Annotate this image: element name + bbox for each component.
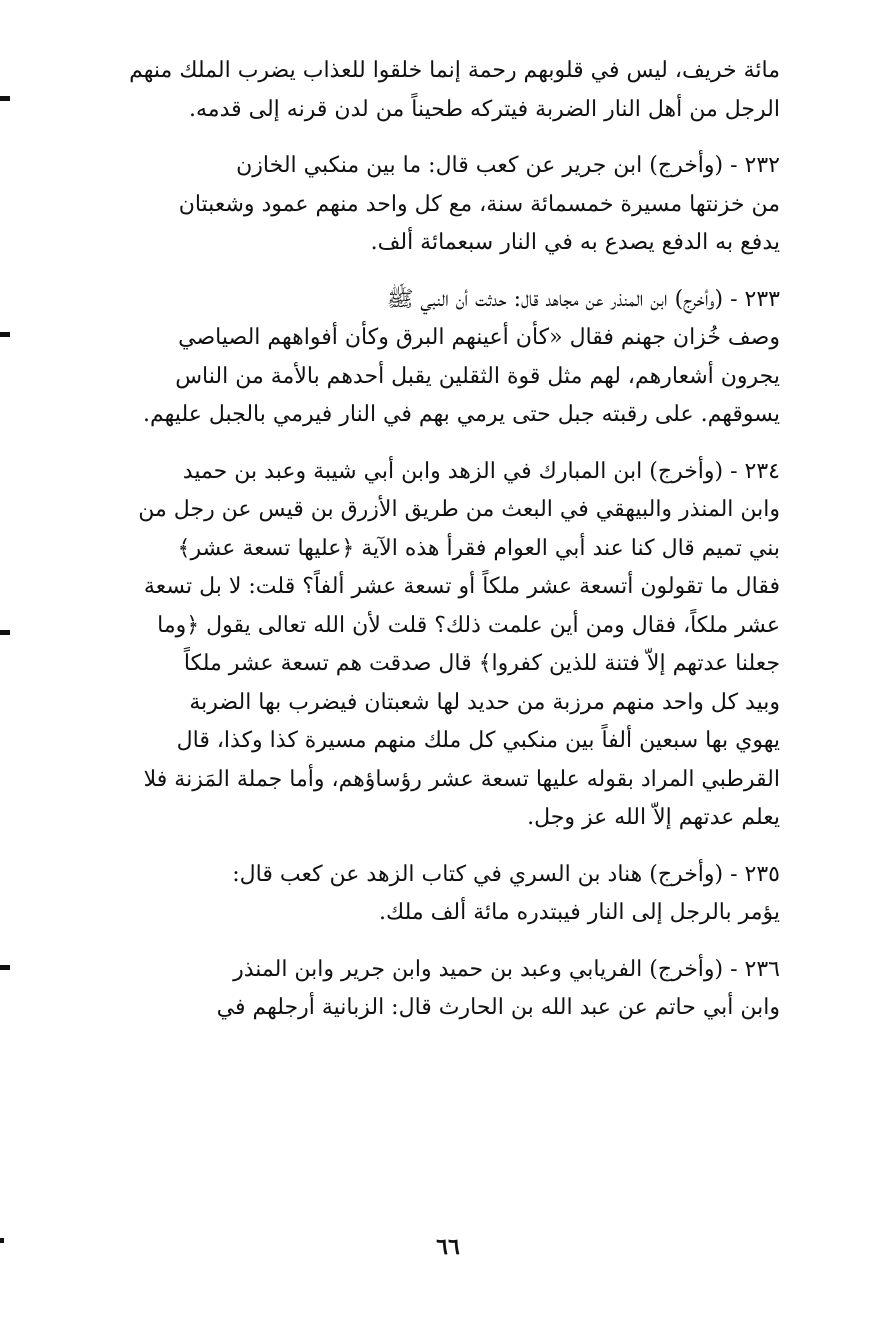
- text-column: [104, 52, 780, 1046]
- text-line: يدفع به الدفع يصدع به في النار سبعمائة ألف.: [370, 230, 780, 255]
- paragraph-234: [104, 453, 780, 838]
- text-line: وبيد كل واحد منهم مرزبة من حديد لها شعبتان فيضرب بها الضربة: [189, 689, 780, 715]
- text-line: عشر ملكاً، فقال ومن أين علمت ذلك؟ قلت لأن الله تعالى يقول ﴿وما: [157, 612, 780, 638]
- text-line: ٢٣٣ - (وأخرج) ابن المنذر عن مجاهد قال: حدثت أن النبي ﷺ: [386, 286, 780, 312]
- text-line: يسوقهم. على رقبته جبل حتى يرمي بهم في النار فيرمي بالجبل عليهم.: [143, 402, 780, 427]
- scan-edge-mark: [0, 332, 10, 337]
- text-line: يعلم عدتهم إلاّ الله عز وجل.: [527, 805, 780, 830]
- text-line: بني تميم قال كنا عند أبي العوام فقرأ هذه الآية ﴿عليها تسعة عشر﴾: [177, 535, 780, 561]
- paragraph-235: [104, 856, 780, 933]
- text-line: ٢٣٤ - (وأخرج) ابن المبارك في الزهد وابن أبي شيبة وعبد بن حميد: [182, 458, 780, 484]
- text-line: وابن أبي حاتم عن عبد الله بن الحارث قال: الزبانية أرجلهم في: [216, 995, 780, 1020]
- paragraph-1: [104, 52, 780, 129]
- paragraph-233: [104, 281, 780, 435]
- text-line: جعلنا عدتهم إلاّ فتنة للذين كفروا﴾ قال صدقت هم تسعة عشر ملكاً: [183, 651, 780, 676]
- text-line: ٢٣٢ - (وأخرج) ابن جرير عن كعب قال: ما بين منكبي الخازن: [236, 153, 780, 178]
- text-line: مائة خريف، ليس في قلوبهم رحمة إنما خلقوا للعذاب يضرب الملك منهم: [129, 58, 780, 83]
- text-line: يهوي بها سبعين ألفاً بين منكبي كل ملك منهم مسيرة كذا وكذا، قال: [176, 728, 780, 753]
- scan-edge-mark: [0, 965, 10, 970]
- text-line: من خزنتها مسيرة خمسمائة سنة، مع كل واحد منهم عمود وشعبتان: [178, 191, 780, 217]
- text-line: وصف خُزان جهنم فقال «كأن أعينهم البرق وكأن أفواههم الصياصي: [178, 325, 780, 350]
- text-line: يؤمر بالرجل إلى النار فيبتدره مائة ألف ملك.: [379, 900, 780, 925]
- text-line: الرجل من أهل النار الضربة فيتركه طحيناً من لدن قرنه إلى قدمه.: [189, 96, 780, 122]
- scan-edge-mark: [0, 96, 10, 101]
- paragraph-236: [104, 951, 780, 1028]
- page-number: ٦٦: [436, 1234, 460, 1260]
- text-line: ٢٣٥ - (وأخرج) هناد بن السري في كتاب الزهد عن كعب قال:: [232, 861, 780, 887]
- text-line: ٢٣٦ - (وأخرج) الفريابي وعبد بن حميد وابن جرير وابن المنذر: [233, 956, 780, 982]
- text-line: القرطبي المراد بقوله عليها تسعة عشر رؤساؤهم، وأما جملة المَزنة فلا: [143, 766, 780, 792]
- text-line: وابن المنذر والبيهقي في البعث من طريق الأزرق بن قيس عن رجل من: [138, 497, 780, 522]
- paragraph-232: [104, 147, 780, 263]
- text-line: يجرون أشعارهم، لهم مثل قوة الثقلين يقبل أحدهم بالأمة من الناس: [175, 363, 780, 389]
- scan-edge-mark: [0, 630, 10, 635]
- scan-edge-mark: [0, 1238, 4, 1243]
- text-line: فقال ما تقولون أتسعة عشر ملكاً أو تسعة عشر ألفاً؟ قلت: لا بل تسعة: [143, 574, 780, 599]
